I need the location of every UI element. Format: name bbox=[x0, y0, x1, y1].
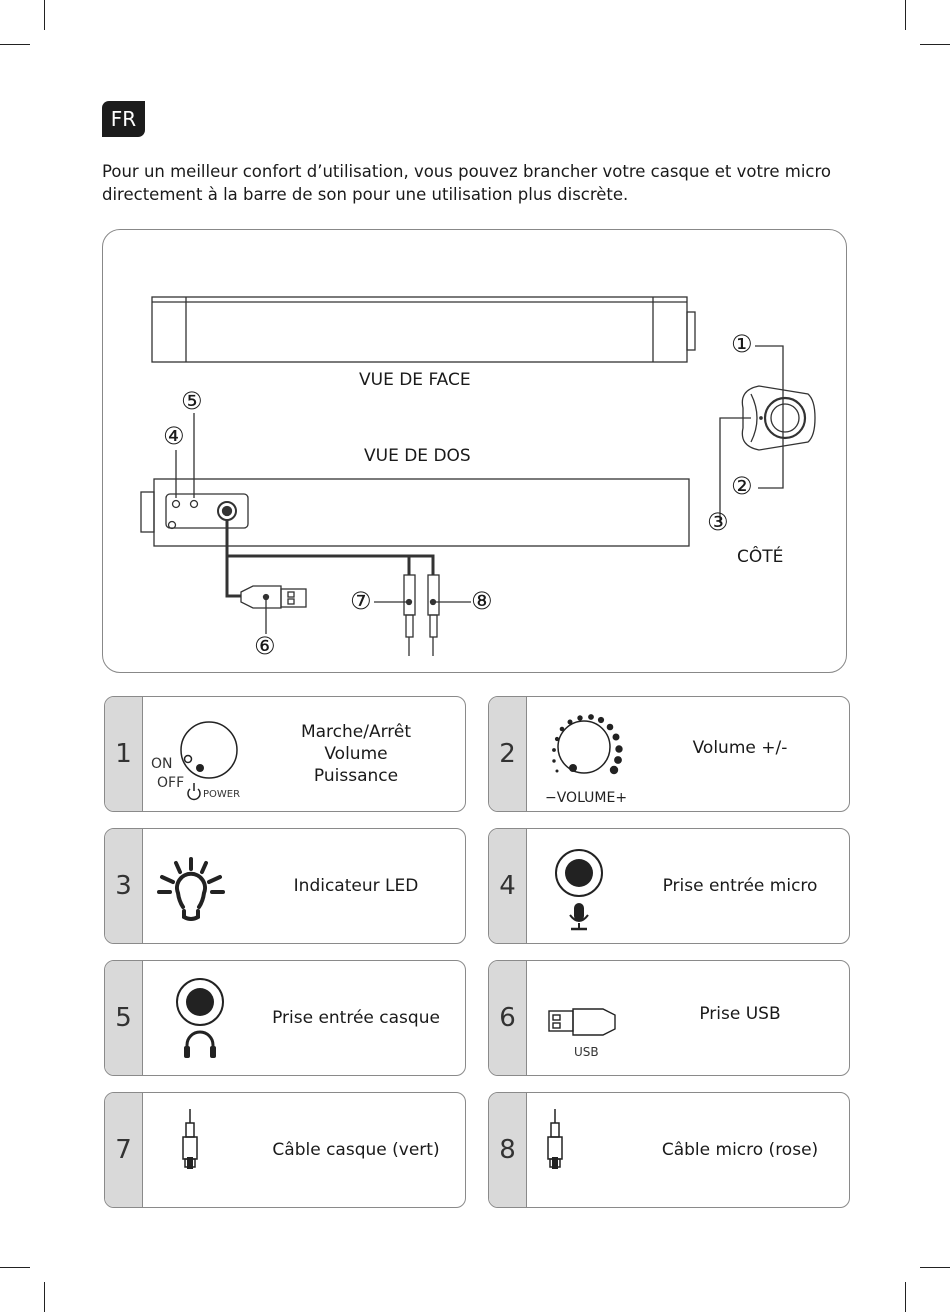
crop-mark bbox=[44, 1282, 45, 1312]
front-view-label: VUE DE FACE bbox=[359, 370, 471, 390]
side-view-label: CÔTÉ bbox=[737, 547, 784, 567]
svg-text:−VOLUME+: −VOLUME+ bbox=[545, 790, 628, 806]
legend-number: 6 bbox=[489, 961, 527, 1075]
legend-card-4 bbox=[488, 828, 850, 944]
crop-mark bbox=[905, 0, 906, 30]
callout-6: ⑥ bbox=[254, 632, 276, 660]
front-view-bar bbox=[152, 297, 687, 362]
legend-card-3 bbox=[104, 828, 466, 944]
svg-text:USB: USB bbox=[574, 1045, 599, 1059]
callout-5: ⑤ bbox=[181, 387, 203, 415]
legend-number: 7 bbox=[105, 1093, 143, 1207]
usb-plug-icon bbox=[527, 961, 645, 1075]
crop-mark bbox=[920, 44, 950, 45]
svg-text:POWER: POWER bbox=[203, 789, 241, 800]
audio-cable-icon bbox=[527, 1093, 645, 1207]
legend-card-5 bbox=[104, 960, 466, 1076]
callout-8: ⑧ bbox=[471, 587, 493, 615]
callout-2: ② bbox=[731, 472, 753, 500]
callout-4: ④ bbox=[163, 422, 185, 450]
mic-jack-icon bbox=[527, 829, 645, 943]
power-knob-icon bbox=[143, 697, 261, 811]
legend-number: 8 bbox=[489, 1093, 527, 1207]
legend-description: Indicateur LED bbox=[293, 876, 419, 896]
intro-paragraph: Pour un meilleur confort d’utilisation, vous pouvez brancher votre casque et votre micro directement à la barre de son pour une utilisation plus discrète. bbox=[102, 162, 831, 204]
headphone-jack-icon bbox=[143, 961, 261, 1075]
volume-knob-icon bbox=[527, 697, 645, 811]
legend-number: 2 bbox=[489, 697, 527, 811]
callout-1: ① bbox=[731, 330, 753, 358]
legend-description: Prise entrée micro bbox=[662, 876, 818, 896]
legend-number: 1 bbox=[105, 697, 143, 811]
legend-description: Prise entrée casque bbox=[272, 1008, 440, 1028]
crop-mark bbox=[0, 44, 30, 45]
legend-description: Câble micro (rose) bbox=[661, 1140, 819, 1160]
callout-7: ⑦ bbox=[350, 587, 372, 615]
legend-description: Câble casque (vert) bbox=[272, 1140, 440, 1160]
svg-text:OFF: OFF bbox=[157, 775, 185, 791]
language-badge: FR bbox=[102, 101, 145, 137]
legend-number: 3 bbox=[105, 829, 143, 943]
back-view-bar bbox=[154, 479, 689, 546]
audio-cable-icon bbox=[143, 1093, 261, 1207]
crop-mark bbox=[920, 1267, 950, 1268]
back-view-label: VUE DE DOS bbox=[364, 446, 471, 466]
legend-description: Volume +/- bbox=[692, 738, 788, 758]
led-bulb-icon bbox=[143, 829, 261, 943]
legend-number: 5 bbox=[105, 961, 143, 1075]
svg-text:ON: ON bbox=[151, 756, 173, 772]
crop-mark bbox=[905, 1282, 906, 1312]
soundbar-diagram bbox=[102, 229, 847, 673]
callout-3: ③ bbox=[707, 508, 729, 536]
legend-card-2 bbox=[488, 696, 850, 812]
legend-card-1 bbox=[104, 696, 466, 812]
legend-number: 4 bbox=[489, 829, 527, 943]
legend-card-7 bbox=[104, 1092, 466, 1208]
crop-mark bbox=[0, 1267, 30, 1268]
legend-description: Marche/Arrêt Volume Puissance bbox=[300, 722, 412, 786]
legend-card-8 bbox=[488, 1092, 850, 1208]
legend-description: Prise USB bbox=[699, 1004, 781, 1024]
legend-card-6 bbox=[488, 960, 850, 1076]
crop-mark bbox=[44, 0, 45, 30]
